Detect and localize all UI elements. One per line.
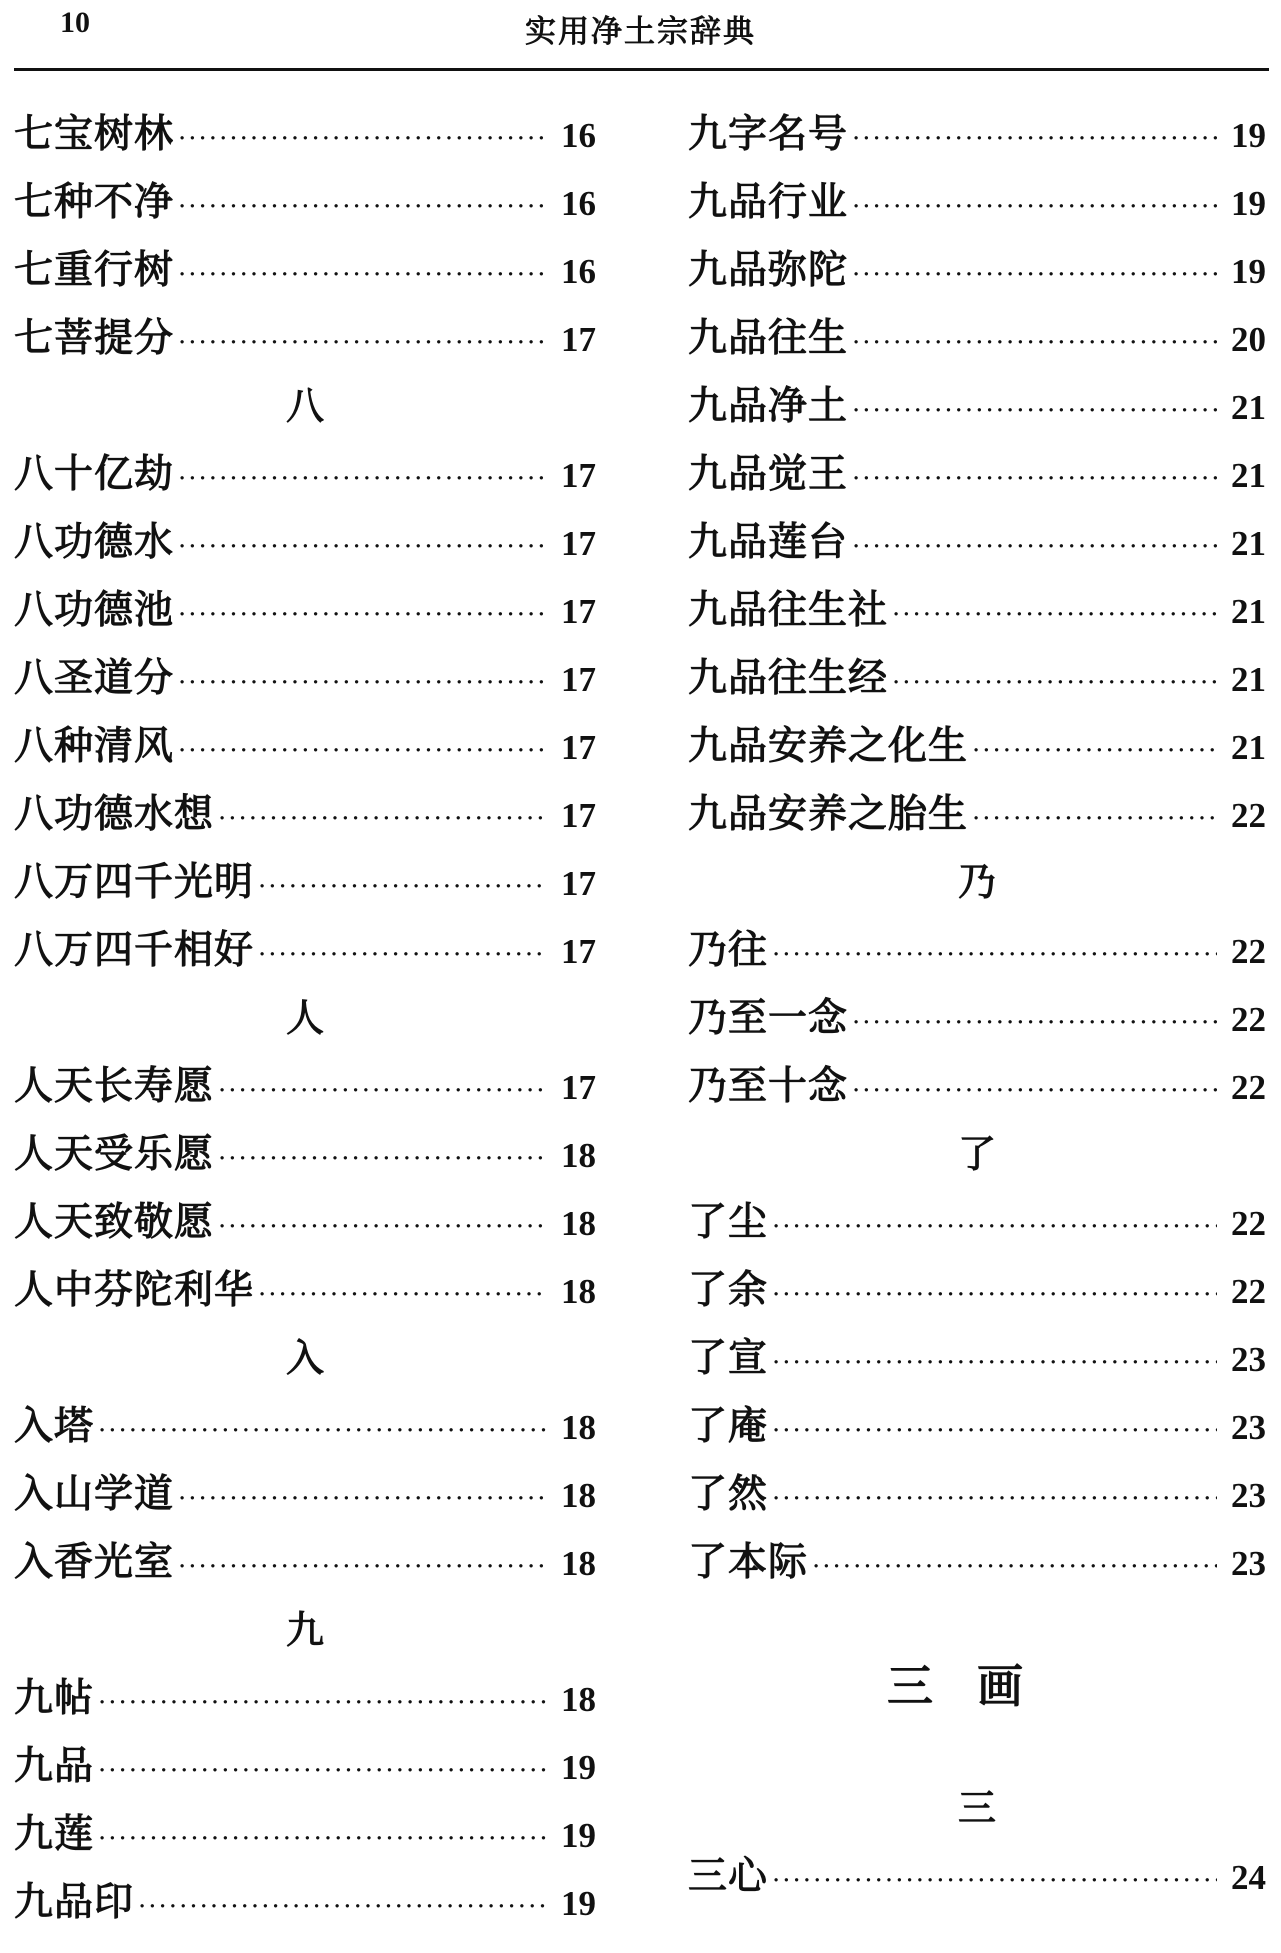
index-entry bbox=[14, 1664, 596, 1732]
dot-leader bbox=[892, 576, 1217, 649]
index-entry bbox=[688, 1256, 1266, 1324]
entry-page-number: 19 bbox=[561, 1748, 596, 1787]
index-entry bbox=[688, 712, 1266, 780]
index-entry bbox=[688, 508, 1266, 576]
index-entry bbox=[688, 100, 1266, 168]
entry-group-ba bbox=[14, 440, 596, 984]
entry-term: 乃往 bbox=[688, 927, 769, 973]
section-heading-jiu: 九 bbox=[285, 1607, 324, 1652]
entry-term: 九品觉王 bbox=[688, 451, 849, 497]
entry-term: 了尘 bbox=[688, 1199, 769, 1245]
entry-page-number: 17 bbox=[561, 796, 596, 835]
entry-page-number: 19 bbox=[1231, 184, 1266, 223]
index-entry bbox=[688, 644, 1266, 712]
entry-term: 乃至十念 bbox=[688, 1063, 849, 1109]
index-entry bbox=[14, 644, 596, 712]
dot-leader bbox=[178, 168, 547, 241]
dot-leader bbox=[178, 304, 547, 377]
entry-term: 入香光室 bbox=[14, 1539, 175, 1585]
entry-page-number: 16 bbox=[561, 184, 596, 223]
index-entry bbox=[14, 168, 596, 236]
entry-group-ru bbox=[14, 1392, 596, 1596]
index-entry bbox=[14, 1052, 596, 1120]
index-entry bbox=[14, 236, 596, 304]
page-header bbox=[0, 0, 1281, 72]
entry-term: 九品安养之化生 bbox=[688, 723, 969, 769]
dot-leader bbox=[772, 1460, 1217, 1533]
index-entry bbox=[14, 304, 596, 372]
entry-page-number: 22 bbox=[1231, 1204, 1266, 1243]
entry-term: 九帖 bbox=[14, 1675, 95, 1721]
entry-term: 八功德水想 bbox=[14, 791, 215, 837]
section-heading-ba: 八 bbox=[285, 383, 324, 428]
entry-page-number: 22 bbox=[1231, 796, 1266, 835]
entry-group-san bbox=[688, 1842, 1266, 1910]
index-entry bbox=[688, 780, 1266, 848]
entry-page-number: 23 bbox=[1231, 1476, 1266, 1515]
entry-page-number: 17 bbox=[561, 660, 596, 699]
entry-page-number: 23 bbox=[1231, 1544, 1266, 1583]
entry-term: 八圣道分 bbox=[14, 655, 175, 701]
entry-page-number: 18 bbox=[561, 1476, 596, 1515]
entry-term: 九品 bbox=[14, 1743, 95, 1789]
dot-leader bbox=[178, 644, 547, 717]
index-entry bbox=[14, 100, 596, 168]
index-entry bbox=[688, 372, 1266, 440]
entry-term: 九品莲台 bbox=[688, 519, 849, 565]
entry-term: 三心 bbox=[688, 1853, 769, 1899]
section-heading-liao: 了 bbox=[957, 1131, 996, 1176]
dot-leader bbox=[852, 100, 1217, 173]
entry-term: 八万四千相好 bbox=[14, 927, 255, 973]
entry-term: 九品行业 bbox=[688, 179, 849, 225]
entry-term: 九品往生 bbox=[688, 315, 849, 361]
dot-leader bbox=[218, 1052, 547, 1125]
entry-term: 人中芬陀利华 bbox=[14, 1267, 255, 1313]
index-entry bbox=[14, 712, 596, 780]
entry-page-number: 17 bbox=[561, 524, 596, 563]
section-heading-nai: 乃 bbox=[957, 859, 996, 904]
entry-term: 了本际 bbox=[688, 1539, 809, 1585]
index-entry bbox=[14, 1460, 596, 1528]
entry-term: 八种清风 bbox=[14, 723, 175, 769]
entry-page-number: 22 bbox=[1231, 1068, 1266, 1107]
dot-leader bbox=[852, 1052, 1217, 1125]
entry-group-nai bbox=[688, 916, 1266, 1120]
dot-leader bbox=[218, 1120, 547, 1193]
index-entry bbox=[14, 1392, 596, 1460]
index-entry bbox=[14, 1868, 596, 1936]
entry-term: 九品弥陀 bbox=[688, 247, 849, 293]
index-entry bbox=[688, 1324, 1266, 1392]
index-entry bbox=[688, 1842, 1266, 1910]
entry-page-number: 18 bbox=[561, 1204, 596, 1243]
entry-page-number: 17 bbox=[561, 932, 596, 971]
entry-page-number: 20 bbox=[1231, 320, 1266, 359]
dot-leader bbox=[178, 712, 547, 785]
index-entry bbox=[14, 916, 596, 984]
section-heading-ru: 入 bbox=[285, 1335, 324, 1380]
entry-term: 九品安养之胎生 bbox=[688, 791, 969, 837]
dot-leader bbox=[178, 1460, 547, 1533]
index-entry bbox=[14, 1256, 596, 1324]
entry-page-number: 21 bbox=[1231, 728, 1266, 767]
entry-term: 入山学道 bbox=[14, 1471, 175, 1517]
entry-page-number: 17 bbox=[561, 1068, 596, 1107]
dot-leader bbox=[218, 1188, 547, 1261]
index-entry bbox=[688, 304, 1266, 372]
entry-page-number: 19 bbox=[561, 1816, 596, 1855]
dot-leader bbox=[812, 1528, 1217, 1601]
index-entry bbox=[14, 576, 596, 644]
entry-term: 九品印 bbox=[14, 1879, 135, 1925]
dot-leader bbox=[138, 1868, 547, 1941]
entry-term: 七种不净 bbox=[14, 179, 175, 225]
spacer bbox=[688, 1738, 1266, 1774]
entry-page-number: 19 bbox=[1231, 116, 1266, 155]
entry-page-number: 16 bbox=[561, 116, 596, 155]
entry-page-number: 17 bbox=[561, 728, 596, 767]
dot-leader bbox=[852, 372, 1217, 445]
dot-leader bbox=[852, 168, 1217, 241]
entry-term: 乃至一念 bbox=[688, 995, 849, 1041]
dot-leader bbox=[258, 848, 547, 921]
dot-leader bbox=[772, 1256, 1217, 1329]
entry-page-number: 22 bbox=[1231, 1000, 1266, 1039]
dot-leader bbox=[852, 236, 1217, 309]
dot-leader bbox=[98, 1732, 547, 1805]
dot-leader bbox=[852, 304, 1217, 377]
section-heading-san: 三 bbox=[957, 1785, 996, 1830]
dot-leader bbox=[772, 1188, 1217, 1261]
entry-page-number: 18 bbox=[561, 1680, 596, 1719]
entry-term: 了庵 bbox=[688, 1403, 769, 1449]
dot-leader bbox=[258, 1256, 547, 1329]
entry-page-number: 17 bbox=[561, 320, 596, 359]
entry-group-jiu-cont bbox=[688, 100, 1266, 848]
index-entry bbox=[14, 1732, 596, 1800]
dot-leader bbox=[98, 1392, 547, 1465]
entry-page-number: 22 bbox=[1231, 1272, 1266, 1311]
entry-term: 九莲 bbox=[14, 1811, 95, 1857]
index-entry bbox=[688, 1052, 1266, 1120]
entry-page-number: 23 bbox=[1231, 1408, 1266, 1447]
dot-leader bbox=[98, 1800, 547, 1873]
index-entry bbox=[14, 1528, 596, 1596]
index-entry bbox=[14, 780, 596, 848]
entry-group-liao bbox=[688, 1188, 1266, 1596]
entry-page-number: 19 bbox=[1231, 252, 1266, 291]
entry-page-number: 24 bbox=[1231, 1858, 1266, 1897]
entry-page-number: 23 bbox=[1231, 1340, 1266, 1379]
entry-term: 七宝树林 bbox=[14, 111, 175, 157]
dot-leader bbox=[178, 100, 547, 173]
entry-page-number: 17 bbox=[561, 864, 596, 903]
index-entry bbox=[688, 168, 1266, 236]
dot-leader bbox=[178, 508, 547, 581]
index-entry bbox=[688, 1392, 1266, 1460]
entry-page-number: 19 bbox=[561, 1884, 596, 1923]
dot-leader bbox=[972, 712, 1217, 785]
entry-group-ren bbox=[14, 1052, 596, 1324]
left-column bbox=[14, 100, 596, 1936]
entry-term: 九品往生经 bbox=[688, 655, 889, 701]
entry-page-number: 21 bbox=[1231, 388, 1266, 427]
dot-leader bbox=[98, 1664, 547, 1737]
index-entry bbox=[14, 1800, 596, 1868]
entry-term: 八十亿劫 bbox=[14, 451, 175, 497]
dot-leader bbox=[178, 576, 547, 649]
entry-term: 九品往生社 bbox=[688, 587, 889, 633]
dot-leader bbox=[178, 440, 547, 513]
section-heading-ren: 人 bbox=[285, 995, 324, 1040]
index-entry bbox=[688, 440, 1266, 508]
entry-term: 九字名号 bbox=[688, 111, 849, 157]
index-entry bbox=[688, 916, 1266, 984]
header-rule bbox=[14, 68, 1269, 71]
dot-leader bbox=[972, 780, 1217, 853]
entry-term: 七菩提分 bbox=[14, 315, 175, 361]
index-entry bbox=[688, 1188, 1266, 1256]
entry-group-jiu bbox=[14, 1664, 596, 1936]
dot-leader bbox=[852, 984, 1217, 1057]
dot-leader bbox=[892, 644, 1217, 717]
index-entry bbox=[688, 236, 1266, 304]
entry-page-number: 17 bbox=[561, 456, 596, 495]
entry-term: 人天长寿愿 bbox=[14, 1063, 215, 1109]
index-entry bbox=[688, 1528, 1266, 1596]
entry-term: 入塔 bbox=[14, 1403, 95, 1449]
dot-leader bbox=[772, 916, 1217, 989]
dot-leader bbox=[258, 916, 547, 989]
dot-leader bbox=[852, 508, 1217, 581]
entry-term: 了余 bbox=[688, 1267, 769, 1313]
entry-page-number: 22 bbox=[1231, 932, 1266, 971]
entry-page-number: 18 bbox=[561, 1408, 596, 1447]
entry-page-number: 18 bbox=[561, 1136, 596, 1175]
entry-page-number: 21 bbox=[1231, 524, 1266, 563]
dot-leader bbox=[852, 440, 1217, 513]
entry-term: 九品净土 bbox=[688, 383, 849, 429]
entry-page-number: 21 bbox=[1231, 660, 1266, 699]
dot-leader bbox=[178, 1528, 547, 1601]
entry-term: 了然 bbox=[688, 1471, 769, 1517]
index-entry bbox=[688, 984, 1266, 1052]
entry-term: 八万四千光明 bbox=[14, 859, 255, 905]
entry-term: 人天受乐愿 bbox=[14, 1131, 215, 1177]
entry-page-number: 18 bbox=[561, 1544, 596, 1583]
entry-term: 人天致敬愿 bbox=[14, 1199, 215, 1245]
index-entry bbox=[688, 1460, 1266, 1528]
entry-term: 八功德池 bbox=[14, 587, 175, 633]
entry-group-qi bbox=[14, 100, 596, 372]
right-column bbox=[688, 100, 1266, 1910]
index-entry bbox=[14, 508, 596, 576]
entry-page-number: 18 bbox=[561, 1272, 596, 1311]
dot-leader bbox=[772, 1842, 1217, 1915]
index-entry bbox=[14, 1120, 596, 1188]
entry-term: 了宣 bbox=[688, 1335, 769, 1381]
entry-term: 七重行树 bbox=[14, 247, 175, 293]
entry-page-number: 16 bbox=[561, 252, 596, 291]
entry-page-number: 17 bbox=[561, 592, 596, 631]
entry-page-number: 21 bbox=[1231, 456, 1266, 495]
stroke-count-title: 三画 bbox=[887, 1659, 1067, 1713]
index-entry bbox=[14, 1188, 596, 1256]
entry-page-number: 21 bbox=[1231, 592, 1266, 631]
dot-leader bbox=[772, 1324, 1217, 1397]
entry-term: 八功德水 bbox=[14, 519, 175, 565]
dot-leader bbox=[178, 236, 547, 309]
page-number: 10 bbox=[60, 6, 90, 39]
index-entry bbox=[14, 440, 596, 508]
book-title: 实用净土宗辞典 bbox=[525, 14, 756, 50]
index-entry bbox=[14, 848, 596, 916]
dot-leader bbox=[218, 780, 547, 853]
index-entry bbox=[688, 576, 1266, 644]
dot-leader bbox=[772, 1392, 1217, 1465]
